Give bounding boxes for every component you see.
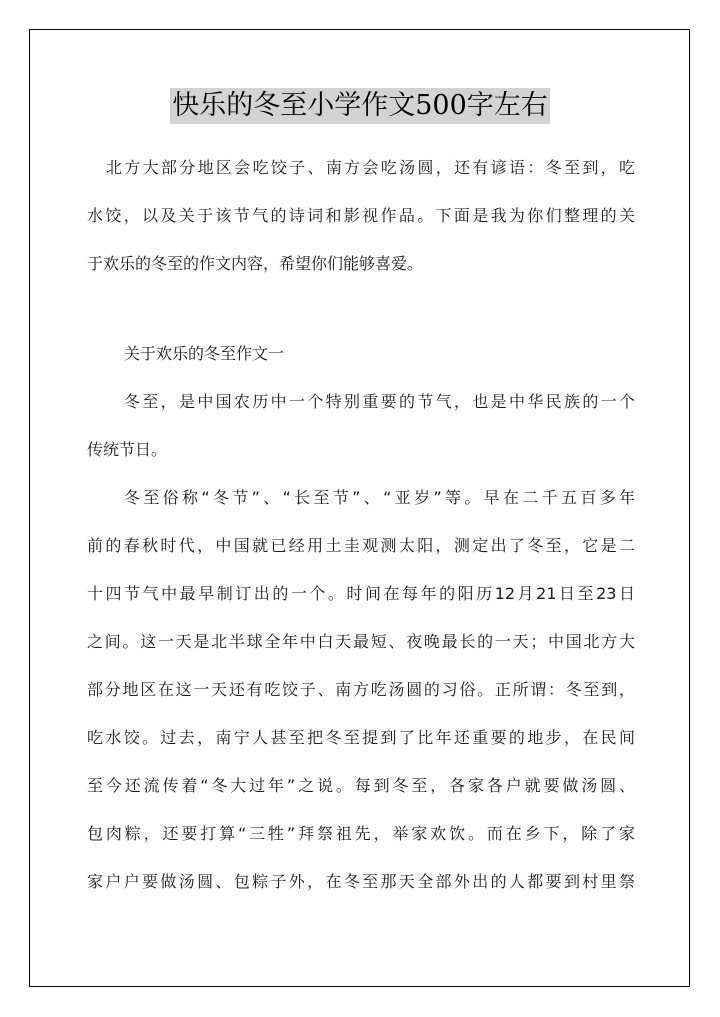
section-heading: 关于欢乐的冬至作文一 [124, 344, 285, 363]
intro-line-1: 北方大部分地区会吃饺子、南方会吃汤圆，还有谚语：冬至到，吃 [106, 158, 635, 177]
document-title: 快乐的冬至小学作文500字左右 [170, 88, 550, 124]
paragraph2-line-2: 前的春秋时代，中国就已经用土圭观测太阳，测定出了冬至，它是二 [87, 536, 635, 555]
paragraph2-line-6: 吃水饺。过去，南宁人甚至把冬至提到了比年还重要的地步，在民间 [87, 728, 635, 747]
paragraph1-line-2: 传统节日。 [87, 440, 168, 459]
paragraph2-line-1: 冬至俗称“冬节”、“长至节”、“亚岁”等。早在二千五百多年 [124, 488, 635, 507]
paragraph2-line-7: 至今还流传着“冬大过年”之说。每到冬至，各家各户就要做汤圆、 [87, 776, 635, 795]
intro-line-3: 于欢乐的冬至的作文内容，希望你们能够喜爱。 [87, 254, 424, 273]
paragraph2-line-9: 家户户要做汤圆、包粽子外，在冬至那天全部外出的人都要到村里祭 [87, 872, 635, 891]
paragraph1-line-1: 冬至，是中国农历中一个特别重要的节气，也是中华民族的一个 [124, 392, 635, 411]
title-container [0, 88, 720, 124]
paragraph2-line-5: 部分地区在这一天还有吃饺子、南方吃汤圆的习俗。正所谓：冬至到， [87, 680, 635, 699]
intro-line-2: 水饺，以及关于该节气的诗词和影视作品。下面是我为你们整理的关 [87, 206, 635, 225]
paragraph2-line-4: 之间。这一天是北半球全年中白天最短、夜晚最长的一天；中国北方大 [87, 632, 635, 651]
paragraph2-line-3: 十四节气中最早制订出的一个。时间在每年的阳历12月21日至23日 [87, 584, 635, 603]
paragraph2-line-8: 包肉粽，还要打算“三牲”拜祭祖先，举家欢饮。而在乡下，除了家 [87, 824, 635, 843]
